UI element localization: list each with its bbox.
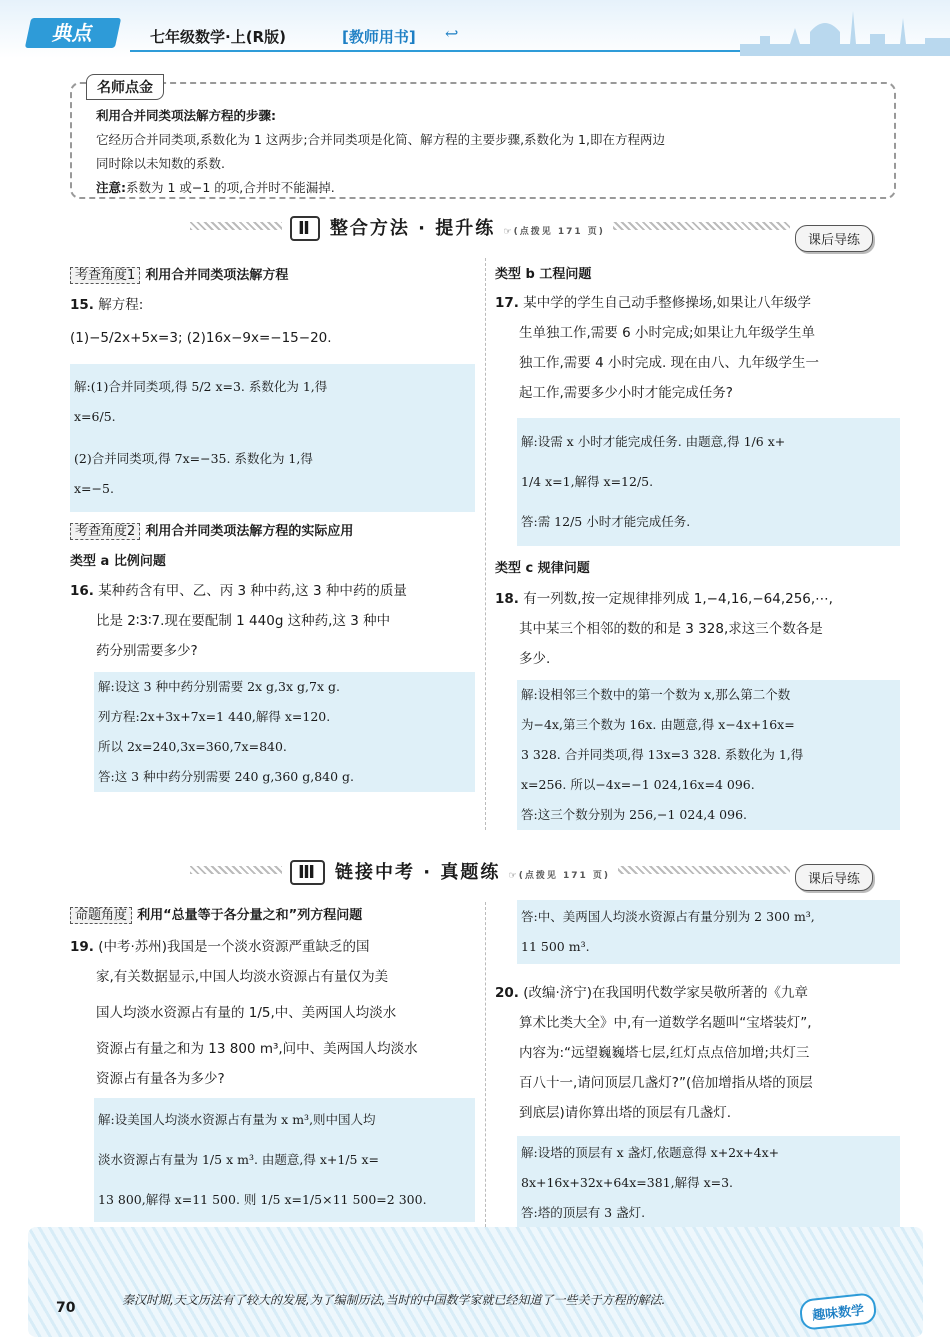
q18-answer-line-4: x=256. 所以−4x=−1 024,16x=4 096. [521,777,755,792]
q19-line-2: 家,有关数据显示,中国人均淡水资源占有量仅为美 [96,969,389,985]
q19-answer-line-1: 解:设美国人均淡水资源占有量为 x m³,则中国人均 [98,1112,376,1127]
q19-answer-line-3: 13 800,解得 x=11 500. 则 1/5 x=1/5×11 500=2 300. [98,1192,427,1207]
q18-text-1: 有一列数,按一定规律排列成 1,−4,16,−64,256,⋯, [523,591,833,607]
q18-number: 18. [495,591,519,607]
q18-answer-line-2: 为−4x,第三个数为 16x. 由题意,得 x−4x+16x= [521,717,795,732]
section-2-title: 整合方法 · 提升练 [329,218,496,239]
q19-number: 19. [70,939,94,955]
q17-answer-line-3: 答:需 12/5 小时才能完成任务. [521,514,691,529]
type-a-heading: 类型 a 比例问题 [70,554,166,569]
section-2-heading [282,214,613,241]
tip-content [96,104,886,200]
q19-line-3: 国人均淡水资源占有量的 1/5,中、美两国人均淡水 [96,1005,397,1021]
q17-number: 17. [495,295,519,311]
q18-line-1 [495,584,900,614]
q16-text-1: 某种药含有甲、乙、丙 3 种中药,这 3 种中药的质量 [98,583,407,599]
section-3-title: 链接中考 · 真题练 [335,862,501,883]
q15-answer-line-1: 解:(1)合并同类项,得 5/2 x=3. 系数化为 1,得 [74,379,328,394]
q20-text-1: (改编·济宁)在我国明代数学家吴敬所著的《九章 [523,985,809,1001]
section-2-badge: Ⅱ [290,216,320,241]
angle-2-title: 利用合并同类项法解方程的实际应用 [145,524,354,539]
column-divider-1 [485,258,486,830]
angle-2-tag: 考查角度2 [70,523,140,540]
tip-note [96,176,886,200]
q17-line-4: 起工作,需要多少小时才能完成任务? [519,385,733,401]
q16-prompt [70,576,475,666]
teacher-edition-tag: [教师用书] [342,28,416,46]
section-3-heading [282,858,618,885]
q20-line-2: 算术比类大全》中,有一道数学名题叫“宝塔装灯”, [519,1015,812,1031]
angle-2-heading [70,520,475,548]
q15-answer-line-4: x=−5. [74,481,114,496]
q20-line-5: 到底层)请你算出塔的顶层有几盏灯. [519,1105,732,1121]
q18-answer-box [517,680,900,830]
tip-line-1: 它经历合并同类项,系数化为 1 这两步;合并同类项是化简、解方程的主要步骤,系数化为 1,即在方程两边 [96,132,665,147]
q16-answer-line-2: 列方程:2x+3x+7x=1 440,解得 x=120. [98,709,331,724]
tip-line-2: 同时除以未知数的系数. [96,156,225,171]
q15-answer-line-3: (2)合并同类项,得 7x=−35. 系数化为 1,得 [74,451,313,466]
left-column-section-2 [70,264,475,792]
q17-line-3: 独工作,需要 4 小时完成. 现在由八、九年级学生一 [519,355,820,371]
q18-line-2: 其中某三个相邻的数的和是 3 328,求这三个数各是 [519,621,823,637]
q16-number: 16. [70,583,94,599]
q16-line-1 [70,576,475,606]
section-2-ref: ☞(点拨见 171 页) [503,227,605,237]
q17-answer-line-1: 解:设需 x 小时才能完成任务. 由题意,得 1/6 x+ [521,434,786,449]
q19-answer-line-2: 淡水资源占有量为 1/5 x m³. 由题意,得 x+1/5 x= [98,1152,379,1167]
q16-answer-line-4: 答:这 3 种中药分别需要 240 g,360 g,840 g. [98,769,355,784]
q16-line-3: 药分别需要多少? [96,643,198,659]
q20-line-4: 百八十一,请问顶层几盏灯?”(倍加增指从塔的顶层 [519,1075,813,1091]
column-divider-2 [485,902,486,1232]
q20-line-3: 内容为:“远望巍巍塔七层,红灯点点倍加增;共灯三 [519,1045,810,1061]
section-3-after-class-tag: 课后导练 [795,864,873,891]
type-b-heading: 类型 b 工程问题 [495,267,592,282]
q15-prompt [70,290,475,320]
q18-prompt [495,584,900,674]
book-title: 七年级数学·上(R版) [150,28,286,46]
q19-line-5: 资源占有量各为多少? [96,1071,225,1087]
q20-answer-line-1: 解:设塔的顶层有 x 盏灯,依题意得 x+2x+4x+ [521,1145,780,1160]
q19-line-1 [70,932,475,962]
tip-note-label: 注意: [96,180,126,195]
q16-answer-line-3: 所以 2x=240,3x=360,7x=840. [98,739,287,754]
angle-1-heading [70,264,475,290]
right-column-section-3 [495,900,900,1230]
q19-conclusion-line-2: 11 500 m³. [521,939,590,954]
q15-answer-box [70,364,475,512]
section-3-ref: ☞(点拨见 171 页) [508,871,611,881]
q17-answer-line-2: 1/4 x=1,解得 x=12/5. [521,474,654,489]
q19-prompt [70,932,475,1094]
brand-logo: 典点 [25,18,121,48]
angle-1-title: 利用合并同类项法解方程 [145,268,289,283]
q17-text-1: 某中学的学生自己动手整修操场,如果让八年级学 [523,295,812,311]
angle-1-tag: 考查角度1 [70,267,140,284]
tip-note-text: 系数为 1 或−1 的项,合并时不能漏掉. [126,180,335,195]
q19-answer-continued [517,900,900,964]
q19-line-4: 资源占有量之和为 13 800 m³,问中、美两国人均淡水 [96,1041,418,1057]
footer-fun-fact: 秦汉时期,天文历法有了较大的发展,为了编制历法,当时的中国数学家就已经知道了一些关于方程的解法. [122,1293,666,1307]
q16-answer-line-1: 解:设这 3 种中药分别需要 2x g,3x g,7x g. [98,679,340,694]
q15-text: 解方程: [98,297,144,313]
type-c-heading: 类型 c 规律问题 [495,561,590,576]
q18-answer-line-5: 答:这三个数分别为 256,−1 024,4 096. [521,807,748,822]
q20-answer-line-3: 答:塔的顶层有 3 盏灯. [521,1205,646,1220]
q20-number: 20. [495,985,519,1001]
q17-line-2: 生单独工作,需要 6 小时完成;如果让九年级学生单 [519,325,816,341]
q18-answer-line-3: 3 328. 合并同类项,得 13x=3 328. 系数化为 1,得 [521,747,804,762]
q20-answer-line-2: 8x+16x+32x+64x=381,解得 x=3. [521,1175,734,1190]
q15-number: 15. [70,297,94,313]
proposition-angle-heading [70,904,475,932]
page-number: 70 [56,1300,76,1316]
q20-line-1 [495,978,900,1008]
q15-answer-line-2: x=6/5. [74,409,116,424]
q19-text-1: (中考·苏州)我国是一个淡水资源严重缺乏的国 [98,939,370,955]
tip-label: 名师点金 [86,74,164,100]
left-column-section-3 [70,904,475,1222]
section-3-badge: Ⅲ [290,860,325,885]
proposition-angle-tag: 命题角度 [70,907,132,924]
q17-answer-box [517,418,900,546]
skyline-illustration-icon [740,6,950,56]
q16-answer-box [94,672,475,792]
q20-answer-box [517,1136,900,1230]
q20-prompt [495,978,900,1128]
q16-line-2: 比是 2∶3∶7.现在要配制 1 440g 这种药,这 3 种中 [96,613,391,629]
q18-answer-line-1: 解:设相邻三个数中的第一个数为 x,那么第二个数 [521,687,791,702]
footer-band [28,1227,923,1337]
tip-title: 利用合并同类项法解方程的步骤: [96,108,276,123]
right-column-section-2 [495,262,900,830]
q19-conclusion-line-1: 答:中、美两国人均淡水资源占有量分别为 2 300 m³, [521,909,815,924]
q18-line-3: 多少. [519,651,551,667]
back-arrow-icon: ↩ [445,24,459,43]
q17-prompt [495,288,900,408]
section-2-after-class-tag: 课后导练 [795,225,873,252]
fun-math-badge: 趣味数学 [799,1292,878,1331]
proposition-angle-title: 利用“总量等于各分量之和”列方程问题 [137,908,363,923]
q15-equations: (1)−5/2x+5x=3; (2)16x−9x=−15−20. [70,330,332,346]
q17-line-1 [495,288,900,318]
q19-answer-box [94,1098,475,1222]
